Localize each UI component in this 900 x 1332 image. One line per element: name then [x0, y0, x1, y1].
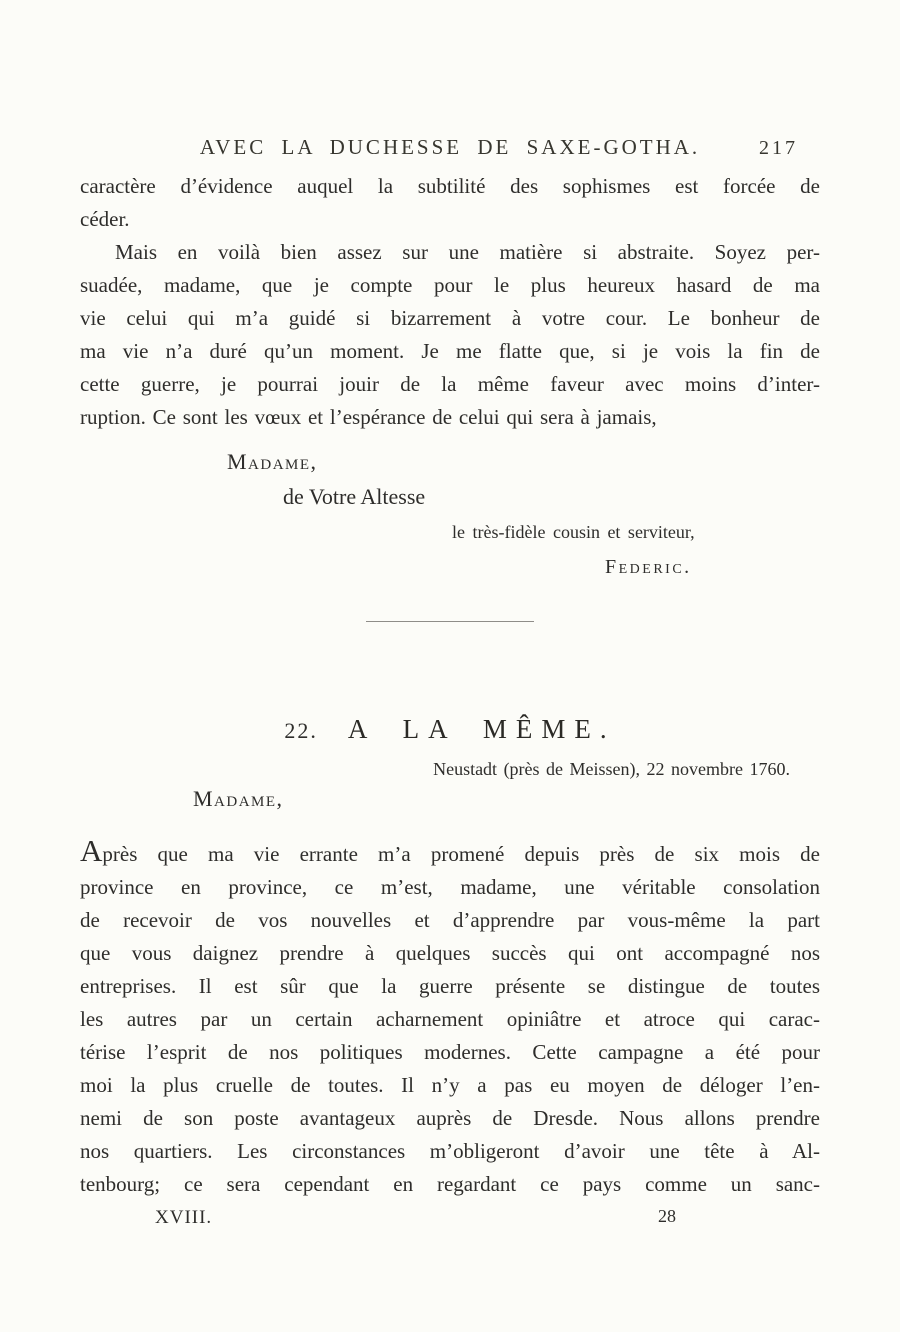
running-title: AVEC LA DUCHESSE DE SAXE-GOTHA.	[199, 135, 701, 159]
text-line: ma vie n’a duré qu’un moment. Je me flatte que, si je vois la fin de	[80, 339, 820, 363]
letter-22-paragraph	[80, 834, 820, 1201]
letter-heading	[80, 714, 820, 746]
text-line: province en province, ce m’est, madame, une véritable consolation	[80, 875, 820, 899]
text-line: les autres par un certain acharnement opiniâtre et atroce qui carac-	[80, 1007, 820, 1031]
book-page	[80, 0, 820, 1233]
initial-capital: A	[80, 833, 103, 868]
text-line: Mais en voilà bien assez sur une matière si abstraite. Soyez per-	[115, 240, 820, 264]
valediction-address: de Votre Altesse	[283, 484, 426, 509]
text-line: Après que ma vie errante m’a promené depuis près de six mois de	[80, 833, 820, 868]
letter-number: 22.	[284, 718, 318, 743]
section-divider	[366, 621, 534, 622]
text-line: térise l’esprit de nos politiques modernes. Cette campagne a été pour	[80, 1040, 820, 1064]
text-line: de recevoir de vos nouvelles et d’apprendre par vous-même la part	[80, 908, 820, 932]
volume-number: XVIII.	[155, 1207, 213, 1228]
letter-salutation: Madame,	[193, 786, 284, 811]
text-line: nemi de son poste avantageux auprès de Dresde. Nous allons prendre	[80, 1106, 820, 1130]
text-line: céder.	[80, 207, 130, 231]
text-line: caractère d’évidence auquel la subtilité des sophismes est forcée de	[80, 174, 820, 198]
text-line: nos quartiers. Les circonstances m’obligeront d’avoir une tête à Al-	[80, 1139, 820, 1163]
text-line: cette guerre, je pourrai jouir de la même faveur avec moins d’inter-	[80, 372, 820, 396]
valediction-salutation: Madame,	[227, 449, 318, 474]
running-head	[80, 134, 820, 160]
valediction-courtesy: le très-fidèle cousin et serviteur,	[452, 522, 695, 542]
letter-21-paragraphs	[80, 170, 820, 434]
letter-title: A LA MÊME.	[347, 714, 616, 744]
text-line: ruption. Ce sont les vœux et l’espérance de celui qui sera à jamais,	[80, 405, 657, 429]
text-line: moi la plus cruelle de toutes. Il n’y a pas eu moyen de déloger l’en-	[80, 1073, 820, 1097]
dateline: Neustadt (près de Meissen), 22 novembre 1760.	[433, 759, 790, 779]
text-line: tenbourg; ce sera cependant en regardant ce pays comme un sanc-	[80, 1172, 820, 1196]
valediction-signature: Federic.	[605, 556, 692, 578]
text-line: suadée, madame, que je compte pour le plus heureux hasard de ma	[80, 273, 820, 297]
signature-mark: 28	[658, 1206, 676, 1226]
text-line: vie celui qui m’a guidé si bizarrement à votre cour. Le bonheur de	[80, 306, 820, 330]
text-line: entreprises. Il est sûr que la guerre présente se distingue de toutes	[80, 974, 820, 998]
letter-22	[80, 714, 820, 1201]
text-line: que vous daignez prendre à quelques succès qui ont accompagné nos	[80, 941, 820, 965]
page-number: 217	[759, 137, 798, 159]
page-footer	[80, 1203, 820, 1233]
letter-21-end	[80, 170, 820, 585]
